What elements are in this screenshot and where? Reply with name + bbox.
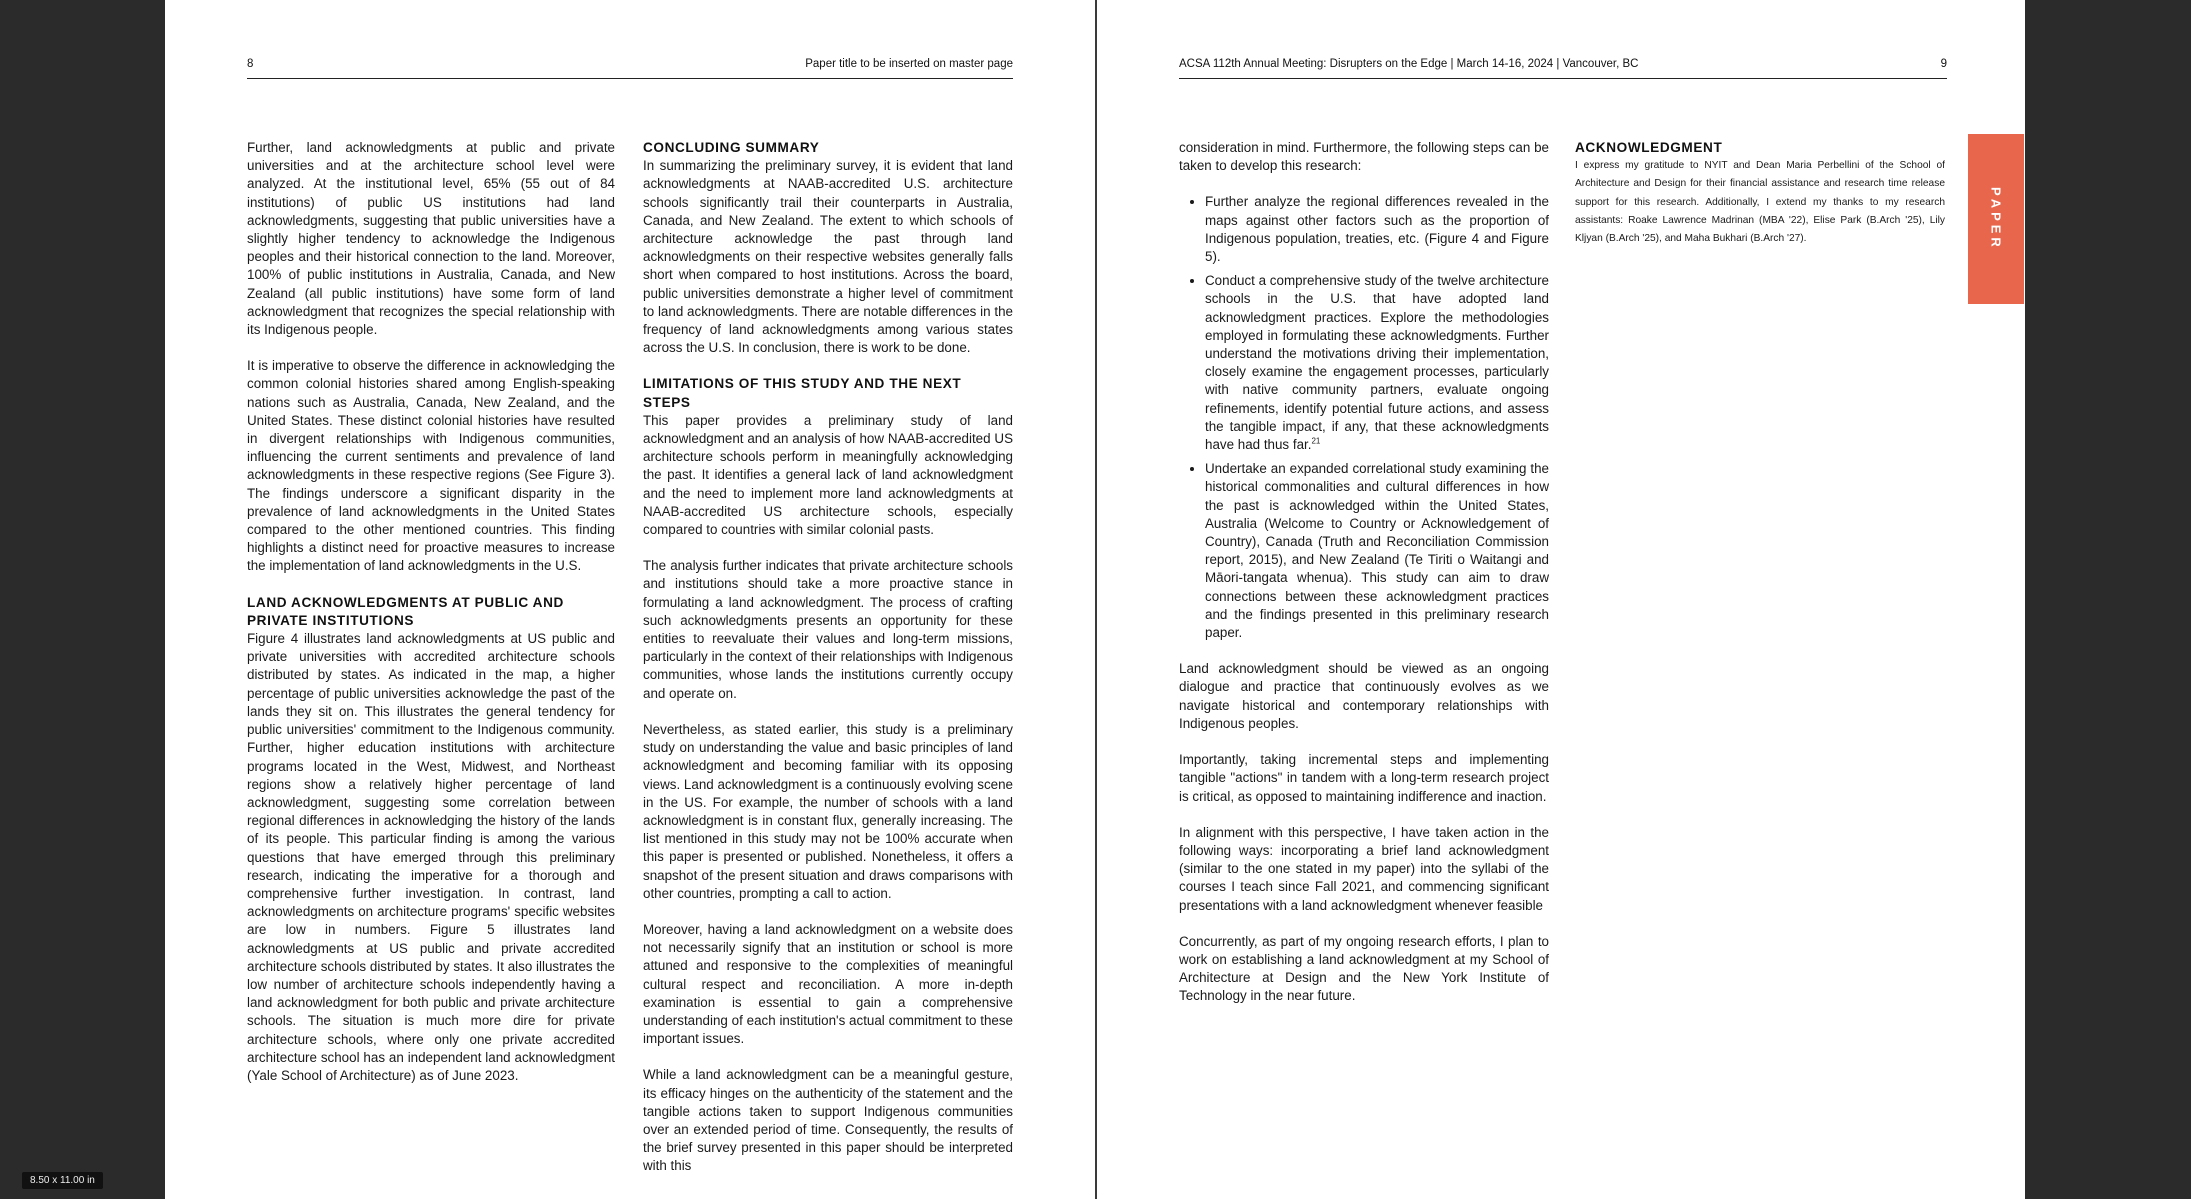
page-header bbox=[1179, 56, 1947, 79]
column-right-1 bbox=[1179, 139, 1549, 1024]
paragraph: In alignment with this perspective, I have taken action in the following ways: incorporating a brief land acknowledgment (similar to the one stated in my paper) into the syllabi of the courses I teach since Fall 2021, and commencing significant presentations with a land acknowledgment whenever feasible bbox=[1179, 824, 1549, 913]
section-heading: LIMITATIONS OF THIS STUDY AND THE NEXT STEPS bbox=[643, 376, 962, 410]
section-heading: LAND ACKNOWLEDGMENTS AT PUBLIC AND PRIVATE INSTITUTIONS bbox=[247, 594, 564, 628]
paragraph: Concurrently, as part of my ongoing research efforts, I plan to work on establishing a land acknowledgment at my School of Architecture at Design and the New York Institute of Technology in the near future. bbox=[1179, 933, 1549, 1004]
next-steps-list bbox=[1179, 193, 1549, 642]
paragraph: Figure 4 illustrates land acknowledgments at US public and private universities with accredited architecture schools distributed by states. As indicated in the map, a higher percentage of public universities acknowledge the past of the lands they sit on. This illustrates the general tendency for public universities' commitment to the Indigenous community. Further, higher education institutions with architecture programs located in the West, Midwest, and Northeast regions show a relatively higher percentage of land acknowledgment, suggesting some correlation between regional differences in acknowledging the history of the lands of its people. This particular finding is among the various questions that have emerged through this preliminary research, indicating the imperative for a thorough and comprehensive further investigation. In contrast, land acknowledgments on architecture programs' specific websites are low in numbers. Figure 5 illustrates land acknowledgments at US public and private accredited architecture schools distributed by states. It also illustrates the low number of architecture schools independently having a land acknowledgment for both public and private architecture schools. The situation is much more dire for private architecture schools, where only one private accredited architecture school has an independent land acknowledgment (Yale School of Architecture) as of June 2023. bbox=[247, 631, 615, 1083]
paragraph: The analysis further indicates that private architecture schools and institutions should take a more proactive stance in formulating a land acknowledgment. The process of crafting such acknowledgments presents an opportunity for these entities to reevaluate their values and long-term missions, particularly in the context of their relationships with Indigenous communities, whose lands the institutions currently occupy and operate on. bbox=[643, 558, 1013, 701]
list-item bbox=[1205, 272, 1549, 454]
paragraph: In summarizing the preliminary survey, it is evident that land acknowledgments at NAAB-accredited U.S. architecture schools significantly trail their counterparts in Australia, Canada, and New Zealand. The extent to which schools of architecture acknowledge the past through land acknowledgments on their respective websites generally falls short when compared to host institutions. Across the board, public universities demonstrate a higher level of commitment to land acknowledgments. There are notable differences in the frequency of land acknowledgments among various states across the U.S. In conclusion, there is work to be done. bbox=[643, 158, 1013, 356]
list-item: • Further analyze the regional differences revealed in the maps against other factors such as the proportion of Indigenous population, treaties, etc. (Figure 4 and Figure 5). bbox=[1205, 193, 1549, 266]
page-size-badge: 8.50 x 11.00 in bbox=[22, 1172, 103, 1189]
running-title: ACSA 112th Annual Meeting: Disrupters on the Edge | March 14-16, 2024 | Vancouver, BC bbox=[1179, 58, 1639, 70]
paragraph: Moreover, having a land acknowledgment on a website does not necessarily signify that an institution or school is more attuned and responsive to the complexities of meaningful cultural respect and reconciliation. A more in-depth examination is essential to gain a comprehensive understanding of each institution's actual commitment to these important issues. bbox=[643, 921, 1013, 1047]
paragraph: Further, land acknowledgments at public and private universities and at the architecture school level were analyzed. At the institutional level, 65% (55 out of 84 institutions) of public US institutions had land acknowledgments, suggesting that public universities have a slightly higher tendency to acknowledge the Indigenous peoples and their historical connection to the land. Moreover, 100% of public institutions in Australia, Canada, and New Zealand (all public institutions) have some form of land acknowledgment that recognizes the special relationship with its Indigenous people. bbox=[247, 140, 615, 338]
column-left-1 bbox=[247, 139, 615, 1103]
paragraph: Land acknowledgment should be viewed as an ongoing dialogue and practice that continuously evolves as we navigate historical and contemporary relationships with Indigenous peoples. bbox=[1179, 661, 1549, 731]
page-number: 8 bbox=[247, 58, 254, 70]
page-header bbox=[247, 56, 1013, 79]
page-number: 9 bbox=[1940, 58, 1947, 70]
paragraph: Importantly, taking incremental steps and implementing tangible "actions" in tandem with a long-term research project is critical, as opposed to maintaining indifference and inaction. bbox=[1179, 752, 1549, 804]
paragraph: consideration in mind. Furthermore, the following steps can be taken to develop this research: bbox=[1179, 140, 1549, 174]
page-9 bbox=[1095, 0, 2025, 1199]
footnote-mark: 21 bbox=[1311, 436, 1321, 446]
running-title: Paper title to be inserted on master page bbox=[805, 58, 1013, 70]
paragraph: Nevertheless, as stated earlier, this study is a preliminary study on understanding the value and basic principles of land acknowledgment and becoming familiar with its opposing views. Land acknowledgment is a continuously evolving scene in the US. For example, the number of schools with a land acknowledgment is in constant flux, generally increasing. The list mentioned in this study may not be 100% accurate when this paper is presented or published. Nonetheless, it offers a snapshot of the present situation and draws comparisons with other countries, prompting a call to action. bbox=[643, 721, 1013, 901]
paragraph: It is imperative to observe the difference in acknowledging the common colonial histories shared among English-speaking nations such as Australia, Canada, New Zealand, and the United States. These distinct colonial histories have resulted in divergent relationships with Indigenous communities, influencing the current sentiments and prevalence of land acknowledgments in these respective regions (See Figure 3). The findings underscore a significant disparity in the prevalence of land acknowledgments in the United States compared to the other mentioned countries. This finding highlights a distinct need for proactive measures to increase the implementation of land acknowledgments in the U.S. bbox=[247, 358, 615, 574]
page-8 bbox=[165, 0, 1095, 1199]
paper-section-tab bbox=[1968, 134, 2024, 304]
section-heading: CONCLUDING SUMMARY bbox=[643, 140, 820, 155]
list-item-text: Conduct a comprehensive study of the twelve architecture schools in the U.S. that have adopted land acknowledgment practices. Explore the methodologies employed in formulating these acknowledgments. Further understand the motivations driving their implementation, closely examine the engagement processes, particularly with native community partners, evaluate ongoing refinements, identify potential future actions, and assess the tangible impact, if any, that these acknowledgments have had thus far. bbox=[1205, 273, 1549, 453]
paper-tab-label: PAPER bbox=[1988, 187, 2004, 251]
paragraph: While a land acknowledgment can be a meaningful gesture, its efficacy hinges on the authenticity of the statement and the tangible actions taken to support Indigenous communities over an extended period of time. Consequently, the results of the brief survey presented in this paper should be interpreted with this bbox=[643, 1067, 1013, 1174]
column-right-2 bbox=[1575, 139, 1945, 266]
column-left-2 bbox=[643, 139, 1013, 1194]
acknowledgment-text: I express my gratitude to NYIT and Dean Maria Perbellini of the School of Architecture and Design for their financial assistance and research time release support for this research. Additionally, I extend my thanks to my research assistants: Roake Lawrence Madrinan (MBA '22), Elise Park (B.Arch '25), Lily Kljyan (B.Arch '25), and Maha Bukhari (B.Arch '27). bbox=[1575, 160, 1945, 245]
list-item: • Undertake an expanded correlational study examining the historical commonalities and cultural differences in how the past is acknowledged within the United States, Australia (Welcome to Country or Acknowledgement of Country), Canada (Truth and Reconciliation Commission report, 2015), and New Zealand (Te Tiriti o Waitangi and Māori-tangata whenua). This study can aim to draw connections between these acknowledgment practices and the findings presented in this preliminary research paper. bbox=[1205, 460, 1549, 642]
paragraph: This paper provides a preliminary study of land acknowledgment and an analysis of how NAAB-accredited US architecture schools perform in meaningfully acknowledging the past. It identifies a general lack of land acknowledgment and the need to implement more land acknowledgments at NAAB-accredited US architecture schools, especially compared to countries with similar colonial pasts. bbox=[643, 412, 1013, 538]
section-heading: ACKNOWLEDGMENT bbox=[1575, 140, 1723, 155]
